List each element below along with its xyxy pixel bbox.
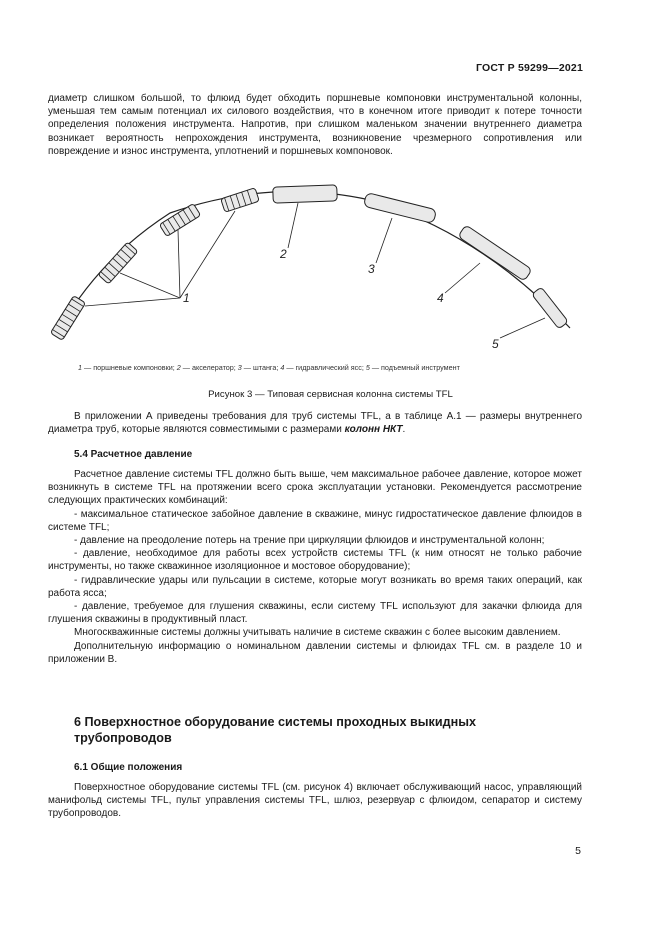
piston-assembly-3 bbox=[159, 203, 200, 236]
section-6-1-heading: 6.1 Общие положения bbox=[74, 762, 183, 773]
piston-assembly-4 bbox=[221, 188, 260, 212]
list-item: - давление, требуемое для глушения скважины, если систему TFL используют для закачки флюида для глушения скважины в продуктивный пласт. bbox=[48, 601, 582, 626]
legend-text-2: акселератор; bbox=[191, 363, 236, 372]
figure-label-4: 4 bbox=[437, 291, 444, 305]
rod bbox=[363, 192, 436, 223]
list-item: - давление на преодоление потерь на трение при циркуляции флюидов и инструментальной колонн; bbox=[74, 535, 545, 547]
multiwell-paragraph: Многоскважинные системы должны учитывать наличие в системе скважин с более высоким давлением. bbox=[74, 627, 561, 639]
list-item: - максимальное статическое забойное давление в скважине, минус гидростатическое давление флюидов в системе TFL; bbox=[48, 508, 582, 533]
accelerator bbox=[273, 185, 338, 203]
figure-caption: Рисунок 3 — Типовая сервисная колонна системы TFL bbox=[208, 389, 453, 400]
figure-label-5: 5 bbox=[492, 337, 499, 351]
legend-text-1: поршневые компоновки; bbox=[93, 363, 175, 372]
legend-num-1: 1 bbox=[78, 363, 82, 372]
section-6-1-paragraph: Поверхностное оборудование системы TFL (см. рисунок 4) включает обслуживающий насос, управляющий манифольд системы TFL, пульт управления системы TFL, шлюз, резервуар с флюидом, сепаратор и систему трубопроводов. bbox=[48, 782, 582, 820]
figure-label-3: 3 bbox=[368, 262, 375, 276]
section-5-4-body bbox=[48, 468, 582, 666]
figure-legend: 1 — поршневые компоновки; 2 — акселератор; 3 — штанга; 4 — гидравлический ясс; 5 — подъемный инструмент bbox=[78, 363, 460, 372]
legend-text-3: штанга; bbox=[252, 363, 279, 372]
legend-text-4: гидравлический ясс; bbox=[295, 363, 364, 372]
service-string-figure bbox=[40, 178, 600, 363]
section-6-heading: 6 Поверхностное оборудование системы проходных выкидных трубопроводов bbox=[74, 715, 476, 745]
appendix-emphasis: колонн НКТ bbox=[344, 424, 403, 436]
appendix-end: . bbox=[402, 424, 406, 436]
section-5-4-paragraph: Расчетное давление системы TFL должно быть выше, чем максимальное рабочее давление, которое может возникнуть в системе TFL на протяжении всего срока эксплуатации установки. Рекомендуется рассмотрение следующих практических комбинаций: bbox=[48, 469, 582, 507]
piston-assembly-1 bbox=[50, 296, 85, 341]
standard-header: ГОСТ Р 59299—2021 bbox=[475, 62, 583, 74]
legend-num-4: 4 bbox=[280, 363, 285, 372]
intro-paragraph: диаметр слишком большой, то флюид будет обходить поршневые компоновки инструментальной колонны, уменьшая тем самым потенциал их силового воздействия, что в конечном итоге приводит к потере точности определения положения инструмента. Напротив, при слишком маленьком значении внутреннего диаметра возникает вероятность непрохождения инструмента, возникновение чрезмерного сопротивления или повреждение и износ инструмента, уплотнений и поршневых компоновок. bbox=[48, 93, 582, 157]
figure-label-1: 1 bbox=[183, 291, 190, 305]
appendix-paragraph bbox=[48, 410, 582, 436]
legend-num-5: 5 bbox=[365, 363, 370, 372]
list-item: - давление, необходимое для работы всех устройств системы TFL (к ним относят не только рабочие инструменты, но также скважинное изоляционное и мостовое оборудование); bbox=[48, 548, 582, 573]
list-item: - гидравлические удары или пульсации в системе, которые могут возникать во время таких операций, как работа ясса; bbox=[48, 574, 582, 599]
section-5-4-heading: 5.4 Расчетное давление bbox=[74, 449, 193, 460]
legend-text-5: подъемный инструмент bbox=[381, 363, 460, 372]
legend-num-3: 3 bbox=[237, 363, 242, 372]
pulling-tool bbox=[532, 287, 569, 329]
figure-label-2: 2 bbox=[280, 247, 287, 261]
appendix-text: В приложении А приведены требования для труб системы TFL, а в таблице А.1 — размеры внутреннего диаметра труб, которые являются совместимыми с размерами bbox=[48, 411, 582, 436]
additional-info-paragraph: Дополнительную информацию о номинальном давлении системы и флюидах TFL см. в разделе 10 и приложении В. bbox=[48, 640, 582, 665]
page-number: 5 bbox=[575, 845, 581, 857]
legend-num-2: 2 bbox=[176, 363, 181, 372]
